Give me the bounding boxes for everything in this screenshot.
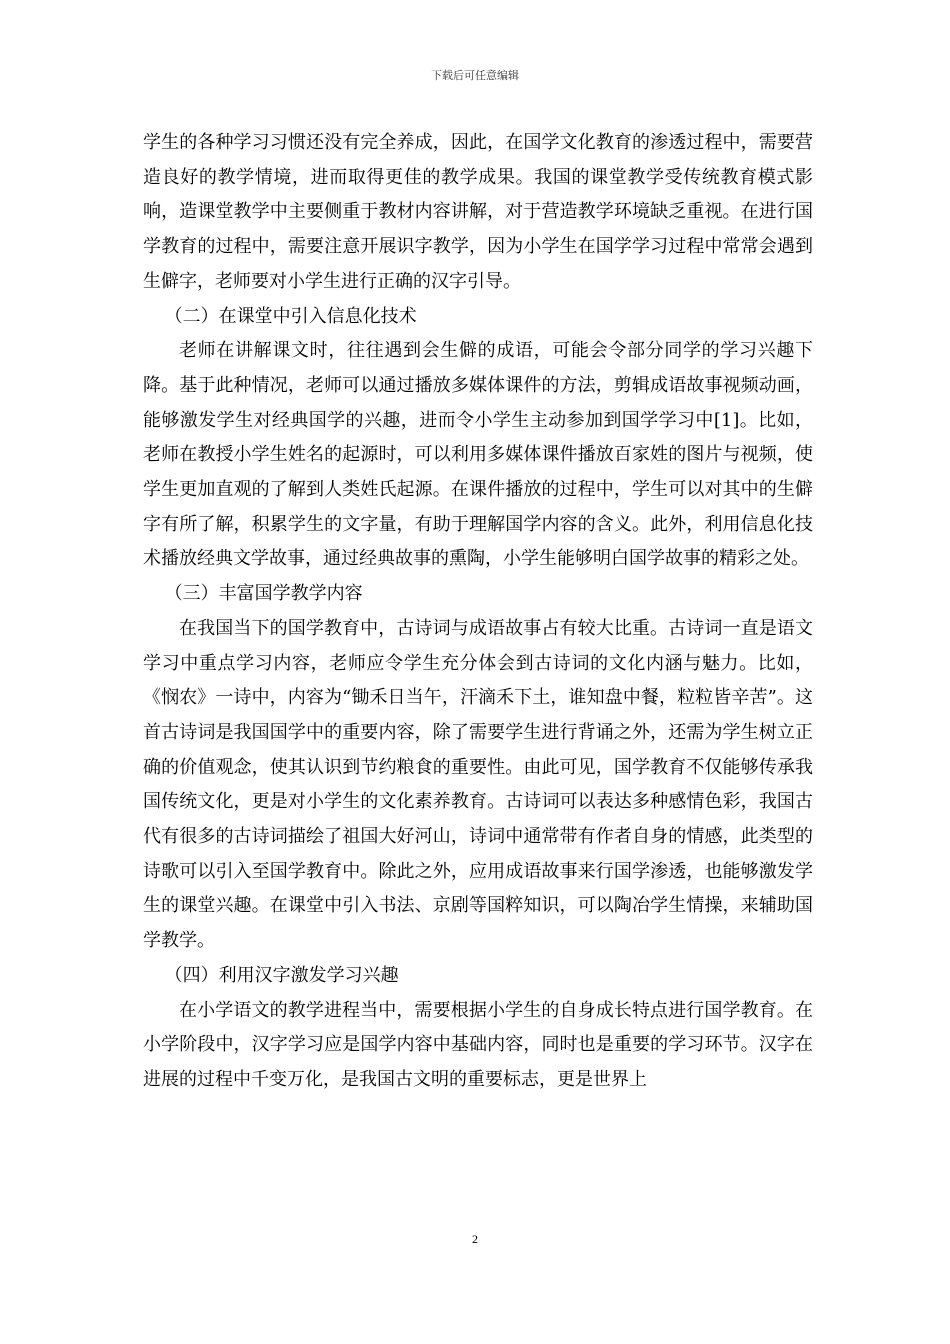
document-body [143, 126, 813, 1098]
paragraph: 在我国当下的国学教育中，古诗词与成语故事占有较大比重。古诗词一直是语文学习中重点学习内容，老师应令学生充分体会到古诗词的文化内涵与魅力。比如，《悯农》一诗中，内容为“锄禾日当午，汗滴禾下土，谁知盘中餐，粒粒皆辛苦”。这首古诗词是我国国学中的重要内容，除了需要学生进行背诵之外，还需为学生树立正确的价值观念，使其认识到节约粮食的重要性。由此可见，国学教育不仅能够传承我国传统文化，更是对小学生的文化素养教育。古诗词可以表达多种感情色彩，我国古代有很多的古诗词描绘了祖国大好河山，诗词中通常带有作者自身的情感，此类型的诗歌可以引入至国学教育中。除此之外，应用成语故事来行国学渗透，也能够激发学生的课堂兴趣。在课堂中引入书法、京剧等国粹知识，可以陶冶学生情操，来辅助国学教学。 [143, 617, 813, 952]
section-heading: （四）利用汉字激发学习兴趣 [164, 964, 399, 986]
page-number: 2 [472, 1232, 478, 1246]
section-heading: （三）丰富国学教学内容 [164, 583, 363, 605]
paragraph: 学生的各种学习习惯还没有完全养成，因此，在国学文化教育的渗透过程中，需要营造良好的教学情境，进而取得更佳的教学成果。我国的课堂教学受传统教育模式影响，造课堂教学中主要侧重于教材内容讲解，对于营造教学环境缺乏重视。在进行国学教育的过程中，需要注意开展识字教学，因为小学生在国学学习过程中常常会遇到生僻字，老师要对小学生进行正确的汉字引导。 [143, 132, 813, 292]
section-heading: （二）在课堂中引入信息化技术 [164, 305, 417, 327]
paragraph: 在小学语文的教学进程当中，需要根据小学生的自身成长特点进行国学教育。在小学阶段中，汉字学习应是国学内容中基础内容，同时也是重要的学习环节。汉字在进展的过程中千变万化，是我国古文明的重要标志，更是世界上 [143, 999, 813, 1090]
paragraph: 老师在讲解课文时，往往遇到会生僻的成语，可能会令部分同学的学习兴趣下降。基于此种情况，老师可以通过播放多媒体课件的方法，剪辑成语故事视频动画，能够激发学生对经典国学的兴趣，进而令小学生主动参加到国学学习中[1]。比如，老师在教授小学生姓名的起源时，可以利用多媒体课件播放百家姓的图片与视频，使学生更加直观的了解到人类姓氏起源。在课件播放的过程中，学生可以对其中的生僻字有所了解，积累学生的文字量，有助于理解国学内容的含义。此外，利用信息化技术播放经典文学故事，通过经典故事的熏陶，小学生能够明白国学故事的精彩之处。 [143, 340, 813, 570]
page-header: 下载后可任意编辑 [431, 69, 519, 82]
